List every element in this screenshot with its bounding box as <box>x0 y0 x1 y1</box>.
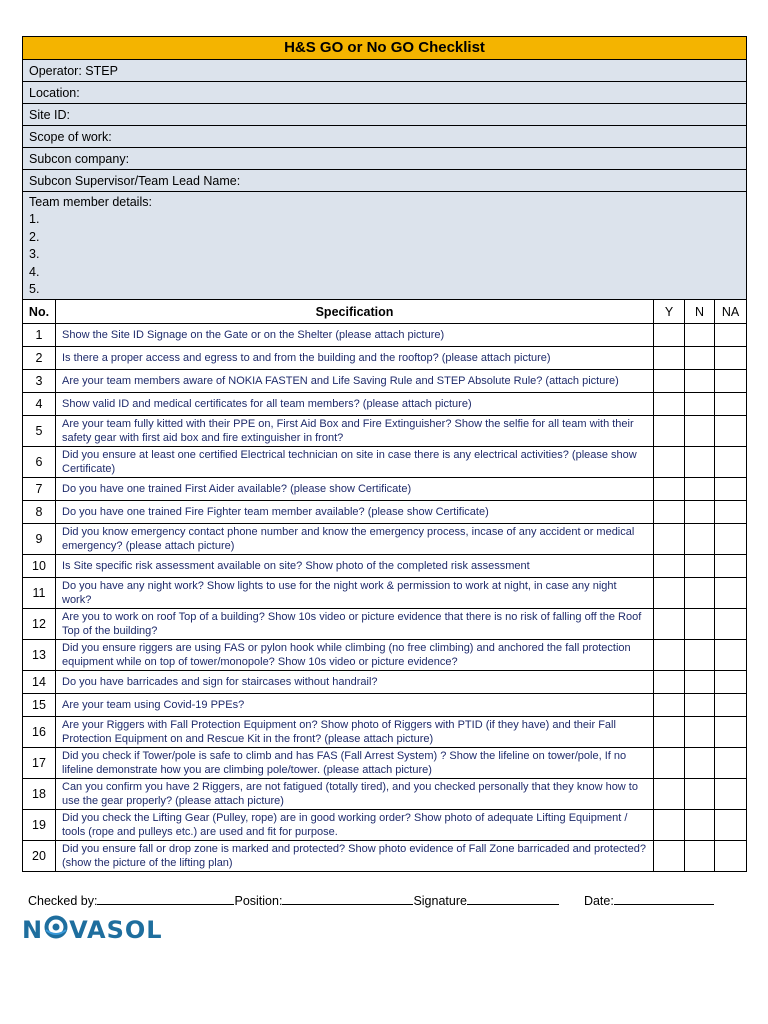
team-member-details[interactable] <box>23 192 747 300</box>
subcon-supervisor-field[interactable]: Subcon Supervisor/Team Lead Name: <box>23 170 747 192</box>
column-header-y: Y <box>654 300 685 324</box>
answer-y-cell[interactable] <box>654 478 685 501</box>
answer-n-cell[interactable] <box>685 748 715 779</box>
item-specification: Did you know emergency contact phone number and know the emergency process, incase of any accident or medical emergency? (please attach picture) <box>56 524 654 555</box>
answer-y-cell[interactable] <box>654 447 685 478</box>
item-number: 4 <box>23 393 56 416</box>
team-member-label: Team member details: <box>29 195 152 209</box>
item-specification: Are your team fully kitted with their PPE on, First Aid Box and Fire Extinguisher? Show the selfie for all team with their safety gear with first aid box and fire extinguisher in front? <box>56 416 654 447</box>
answer-n-cell[interactable] <box>685 347 715 370</box>
answer-y-cell[interactable] <box>654 810 685 841</box>
operator-field[interactable]: Operator: STEP <box>23 60 747 82</box>
logo-letter-n: N <box>22 916 44 944</box>
item-number: 14 <box>23 671 56 694</box>
item-specification: Did you check the Lifting Gear (Pulley, rope) are in good working order? Show photo of adequate Lifting Equipment / tools (rope and pulleys etc.) are used and fit for purpose. <box>56 810 654 841</box>
signature-input[interactable] <box>467 892 559 905</box>
answer-n-cell[interactable] <box>685 478 715 501</box>
answer-na-cell[interactable] <box>715 524 747 555</box>
item-number: 5 <box>23 416 56 447</box>
answer-n-cell[interactable] <box>685 524 715 555</box>
answer-na-cell[interactable] <box>715 671 747 694</box>
item-specification: Is Site specific risk assessment available on site? Show photo of the completed risk assessment <box>56 555 654 578</box>
location-field[interactable]: Location: <box>23 82 747 104</box>
item-specification: Can you confirm you have 2 Riggers, are not fatigued (totally tired), and you checked personally that they know how to use the gear properly? (please attach picture) <box>56 779 654 810</box>
checked-by-input[interactable] <box>97 892 234 905</box>
team-member-5: 5. <box>29 282 40 297</box>
answer-na-cell[interactable] <box>715 324 747 347</box>
answer-n-cell[interactable] <box>685 578 715 609</box>
item-specification: Are your Riggers with Fall Protection Equipment on? Show photo of Riggers with PTID (if they have) and their Fall Protection Equipment on and Rescue Kit in the front? (please attach picture) <box>56 717 654 748</box>
item-number: 19 <box>23 810 56 841</box>
checklist-row <box>23 447 747 478</box>
item-number: 1 <box>23 324 56 347</box>
item-number: 9 <box>23 524 56 555</box>
answer-y-cell[interactable] <box>654 779 685 810</box>
answer-n-cell[interactable] <box>685 640 715 671</box>
answer-y-cell[interactable] <box>654 578 685 609</box>
checklist-row <box>23 779 747 810</box>
signature-label: Signature <box>413 894 467 908</box>
date-input[interactable] <box>614 892 714 905</box>
answer-na-cell[interactable] <box>715 748 747 779</box>
item-number: 17 <box>23 748 56 779</box>
position-label: Position: <box>234 894 283 908</box>
answer-na-cell[interactable] <box>715 393 747 416</box>
novasol-logo <box>22 914 163 944</box>
answer-n-cell[interactable] <box>685 370 715 393</box>
checklist-row <box>23 416 747 447</box>
checklist-row <box>23 370 747 393</box>
answer-y-cell[interactable] <box>654 609 685 640</box>
answer-na-cell[interactable] <box>715 841 747 872</box>
item-number: 12 <box>23 609 56 640</box>
answer-n-cell[interactable] <box>685 447 715 478</box>
item-number: 3 <box>23 370 56 393</box>
checklist-title: H&S GO or No GO Checklist <box>23 37 747 60</box>
checklist-row <box>23 393 747 416</box>
checklist-row <box>23 717 747 748</box>
answer-n-cell[interactable] <box>685 324 715 347</box>
answer-y-cell[interactable] <box>654 393 685 416</box>
date-label: Date: <box>583 894 614 908</box>
item-number: 7 <box>23 478 56 501</box>
checklist-row <box>23 609 747 640</box>
item-specification: Is there a proper access and egress to and from the building and the rooftop? (please attach picture) <box>56 347 654 370</box>
answer-n-cell[interactable] <box>685 694 715 717</box>
answer-y-cell[interactable] <box>654 841 685 872</box>
answer-y-cell[interactable] <box>654 694 685 717</box>
checklist-row <box>23 324 747 347</box>
team-member-2: 2. <box>29 229 40 244</box>
item-specification: Are your team members aware of NOKIA FASTEN and Life Saving Rule and STEP Absolute Rule? (attach picture) <box>56 370 654 393</box>
answer-na-cell[interactable] <box>715 717 747 748</box>
item-number: 6 <box>23 447 56 478</box>
answer-y-cell[interactable] <box>654 347 685 370</box>
column-header-na: NA <box>715 300 747 324</box>
answer-na-cell[interactable] <box>715 478 747 501</box>
item-number: 2 <box>23 347 56 370</box>
scope-of-work-field[interactable]: Scope of work: <box>23 126 747 148</box>
checklist-row <box>23 671 747 694</box>
signoff-footer <box>28 892 714 908</box>
item-specification: Do you have barricades and sign for staircases without handrail? <box>56 671 654 694</box>
checklist-row <box>23 694 747 717</box>
answer-y-cell[interactable] <box>654 370 685 393</box>
item-number: 20 <box>23 841 56 872</box>
column-header-spec: Specification <box>56 300 654 324</box>
checklist-row <box>23 640 747 671</box>
item-number: 8 <box>23 501 56 524</box>
checklist-row <box>23 578 747 609</box>
answer-y-cell[interactable] <box>654 501 685 524</box>
team-member-3: 3. <box>29 247 40 262</box>
position-input[interactable] <box>282 892 413 905</box>
answer-n-cell[interactable] <box>685 810 715 841</box>
answer-na-cell[interactable] <box>715 810 747 841</box>
answer-na-cell[interactable] <box>715 370 747 393</box>
column-header-no: No. <box>23 300 56 324</box>
answer-y-cell[interactable] <box>654 748 685 779</box>
item-specification: Do you have any night work? Show lights to use for the night work & permission to work at night, in case any night work? <box>56 578 654 609</box>
answer-na-cell[interactable] <box>715 694 747 717</box>
answer-na-cell[interactable] <box>715 501 747 524</box>
item-number: 15 <box>23 694 56 717</box>
answer-na-cell[interactable] <box>715 779 747 810</box>
checked-by-label: Checked by: <box>28 894 98 908</box>
answer-n-cell[interactable] <box>685 779 715 810</box>
answer-na-cell[interactable] <box>715 347 747 370</box>
item-number: 10 <box>23 555 56 578</box>
answer-na-cell[interactable] <box>715 416 747 447</box>
site-id-field[interactable]: Site ID: <box>23 104 747 126</box>
item-specification: Did you ensure at least one certified Electrical technician on site in case there is any electrical activities? (please show Certificate) <box>56 447 654 478</box>
answer-n-cell[interactable] <box>685 671 715 694</box>
answer-n-cell[interactable] <box>685 393 715 416</box>
logo-ring-icon <box>43 914 69 946</box>
item-number: 11 <box>23 578 56 609</box>
answer-n-cell[interactable] <box>685 501 715 524</box>
item-specification: Are you to work on roof Top of a building? Show 10s video or picture evidence that there is no risk of falling off the Roof Top of the building? <box>56 609 654 640</box>
item-specification: Did you ensure fall or drop zone is marked and protected? Show photo evidence of Fall Zone barricaded and protected? (show the picture of the lifting plan) <box>56 841 654 872</box>
answer-na-cell[interactable] <box>715 555 747 578</box>
item-specification: Do you have one trained Fire Fighter team member available? (please show Certificate) <box>56 501 654 524</box>
item-specification: Did you check if Tower/pole is safe to climb and has FAS (Fall Arrest System) ? Show the lifeline on tower/pole, If no lifeline demonstrate how you are climbing pole/tower. (please attach picture) <box>56 748 654 779</box>
checklist-table <box>22 36 747 872</box>
answer-n-cell[interactable] <box>685 841 715 872</box>
answer-na-cell[interactable] <box>715 609 747 640</box>
answer-n-cell[interactable] <box>685 609 715 640</box>
column-header-row <box>23 300 747 324</box>
answer-na-cell[interactable] <box>715 578 747 609</box>
item-number: 13 <box>23 640 56 671</box>
answer-y-cell[interactable] <box>654 555 685 578</box>
column-header-n: N <box>685 300 715 324</box>
item-number: 16 <box>23 717 56 748</box>
logo-text-rest: VASOL <box>69 916 163 944</box>
item-number: 18 <box>23 779 56 810</box>
checklist-row <box>23 524 747 555</box>
answer-n-cell[interactable] <box>685 416 715 447</box>
answer-n-cell[interactable] <box>685 555 715 578</box>
item-specification: Are your team using Covid-19 PPEs? <box>56 694 654 717</box>
answer-n-cell[interactable] <box>685 717 715 748</box>
answer-na-cell[interactable] <box>715 640 747 671</box>
answer-y-cell[interactable] <box>654 324 685 347</box>
answer-na-cell[interactable] <box>715 447 747 478</box>
answer-y-cell[interactable] <box>654 640 685 671</box>
item-specification: Do you have one trained First Aider available? (please show Certificate) <box>56 478 654 501</box>
checklist-row <box>23 555 747 578</box>
answer-y-cell[interactable] <box>654 524 685 555</box>
checklist-row <box>23 810 747 841</box>
item-specification: Show valid ID and medical certificates for all team members? (please attach picture) <box>56 393 654 416</box>
checklist-row <box>23 841 747 872</box>
team-member-1: 1. <box>29 212 40 227</box>
team-member-4: 4. <box>29 264 40 279</box>
answer-y-cell[interactable] <box>654 671 685 694</box>
subcon-company-field[interactable]: Subcon company: <box>23 148 747 170</box>
checklist-row <box>23 347 747 370</box>
checklist-row <box>23 748 747 779</box>
answer-y-cell[interactable] <box>654 416 685 447</box>
item-specification: Show the Site ID Signage on the Gate or on the Shelter (please attach picture) <box>56 324 654 347</box>
answer-y-cell[interactable] <box>654 717 685 748</box>
checklist-row <box>23 501 747 524</box>
checklist-row <box>23 478 747 501</box>
item-specification: Did you ensure riggers are using FAS or pylon hook while climbing (no free climbing) and anchored the fall protection equipment while on top of tower/monopole? Show 10s video or picture evidence? <box>56 640 654 671</box>
